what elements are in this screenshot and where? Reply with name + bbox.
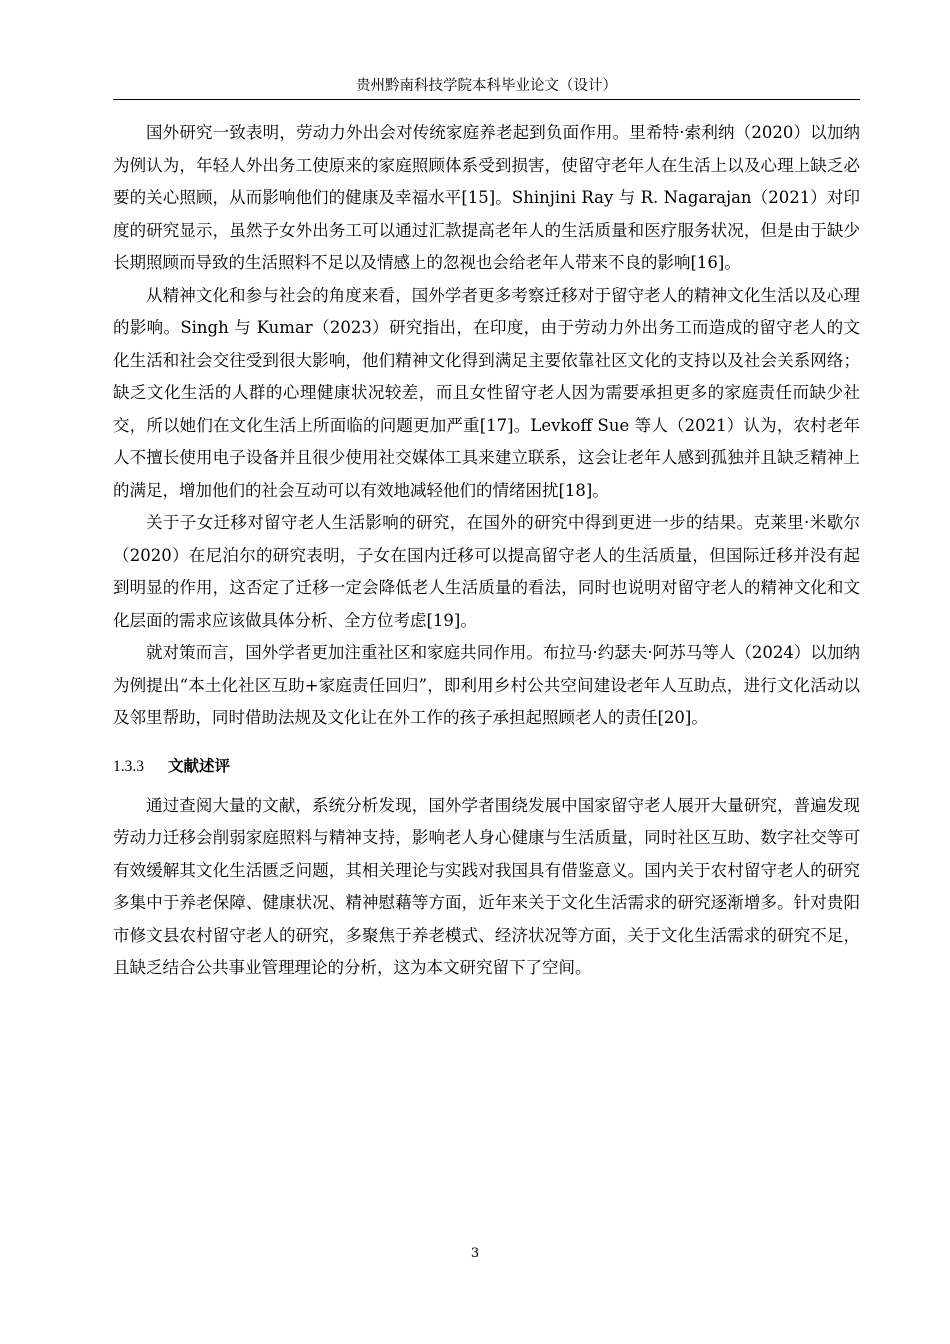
section-number: 1.3.3 xyxy=(113,757,144,775)
page-body xyxy=(113,117,860,985)
section-title: 文献述评 xyxy=(168,756,231,775)
paragraph: 从精神文化和参与社会的角度来看，国外学者更多考察迁移对于留守老人的精神文化生活以及心理的影响。Singh 与 Kumar（2023）研究指出，在印度，由于劳动力外出务工而造成的留守老人的文化生活和社会交往受到很大影响，他们精神文化得到满足主要依靠社区文化的支持以及社会关系网络；缺乏文化生活的人群的心理健康状况较差，而且女性留守老人因为需要承担更多的家庭责任而缺少社交，所以她们在文化生活上所面临的问题更加严重[17]。Levkoff Sue 等人（2021）认为，农村老年人不擅长使用电子设备并且很少使用社交媒体工具来建立联系，这会让老年人感到孤独并且缺乏精神上的满足，增加他们的社会互动可以有效地减轻他们的情绪困扰[18]。 xyxy=(113,285,860,500)
paragraph: 关于子女迁移对留守老人生活影响的研究，在国外的研究中得到更进一步的结果。克莱里·米歇尔（2020）在尼泊尔的研究表明，子女在国内迁移可以提高留守老人的生活质量，但国际迁移并没有起到明显的作用，这否定了迁移一定会降低老人生活质量的看法，同时也说明对留守老人的精神文化和文化层面的需求应该做具体分析、全方位考虑[19]。 xyxy=(113,513,860,630)
header-rule xyxy=(113,99,860,100)
paragraph: 就对策而言，国外学者更加注重社区和家庭共同作用。布拉马·约瑟夫·阿苏马等人（2024）以加纳为例提出“本土化社区互助+家庭责任回归”，即利用乡村公共空间建设老年人互助点，进行文化活动以及邻里帮助，同时借助法规及文化让在外工作的孩子承担起照顾老人的责任[20]。 xyxy=(113,643,860,727)
paragraph: 通过查阅大量的文献，系统分析发现，国外学者围绕发展中国家留守老人展开大量研究，普遍发现劳动力迁移会削弱家庭照料与精神支持，影响老人身心健康与生活质量，同时社区互助、数字社交等可有效缓解其文化生活匮乏问题，其相关理论与实践对我国具有借鉴意义。国内关于农村留守老人的研究多集中于养老保障、健康状况、精神慰藉等方面，近年来关于文化生活需求的研究逐渐增多。针对贵阳市修文县农村留守老人的研究，多聚焦于养老模式、经济状况等方面，关于文化生活需求的研究不足，且缺乏结合公共事业管理理论的分析，这为本文研究留下了空间。 xyxy=(113,795,860,977)
section-heading xyxy=(113,751,860,782)
page-number: 3 xyxy=(470,1246,480,1261)
running-header: 贵州黔南科技学院本科毕业论文（设计） xyxy=(356,78,617,94)
paragraph: 国外研究一致表明，劳动力外出会对传统家庭养老起到负面作用。里希特·索利纳（2020）以加纳为例认为，年轻人外出务工使原来的家庭照顾体系受到损害，使留守老年人在生活上以及心理上缺乏必要的关心照顾，从而影响他们的健康及幸福水平[15]。Shinjini Ray 与 R. Nagarajan（2021）对印度的研究显示，虽然子女外出务工可以通过汇款提高老年人的生活质量和医疗服务状况，但是由于缺少长期照顾而导致的生活照料不足以及情感上的忽视也会给老年人带来不良的影响[16]。 xyxy=(113,123,860,272)
